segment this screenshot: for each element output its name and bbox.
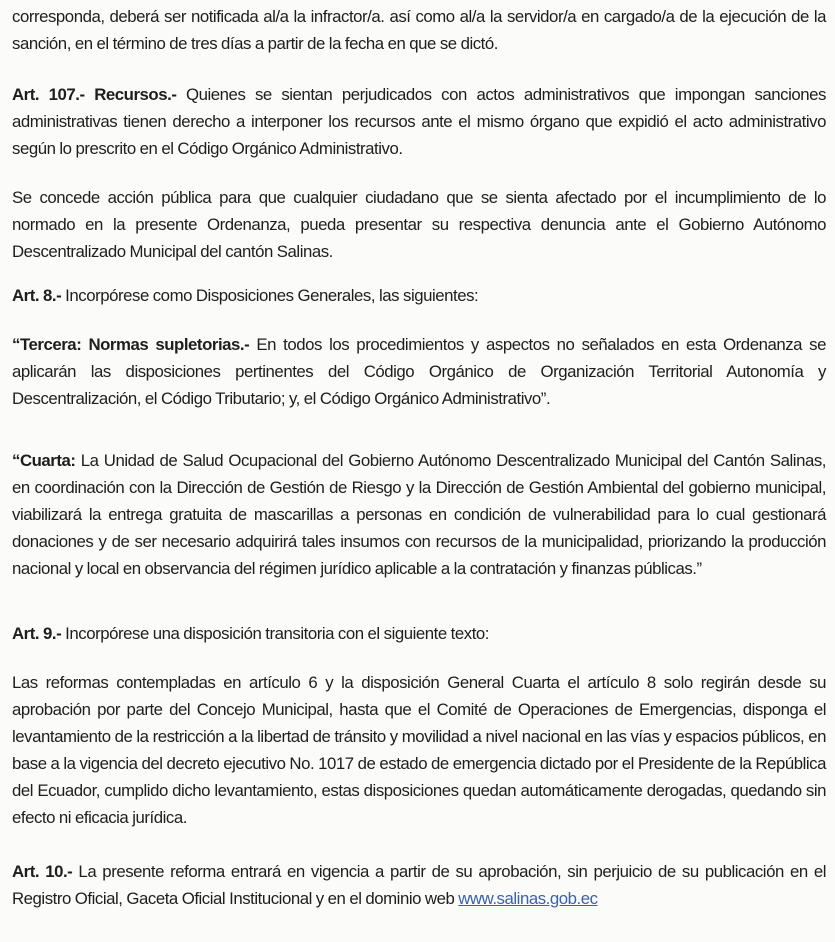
paragraph-tercera (12, 331, 826, 412)
article-heading: Art. 9.- (12, 624, 62, 643)
provision-heading: “Cuarta: (12, 451, 76, 470)
paragraph-accion-publica (12, 184, 826, 265)
paragraph-text: Quienes se sientan perjudicados con actos administrativos que impongan sanciones administrativas tienen derecho a interponer los recursos ante el mismo órgano que expidió el acto administrativo según lo prescrito en el Código Orgánico Administrativo. (12, 85, 826, 158)
paragraph-text: Las reformas contempladas en artículo 6 y la disposición General Cuarta el artículo 8 solo regirán desde su aprobación por parte del Concejo Municipal, hasta que el Comité de Operaciones de Emergencias, disponga el levantamiento de la restricción a la libertad de tránsito y movilidad a nivel nacional en las vías y espacios públicos, en base a la vigencia del decreto ejecutivo No. 1017 de estado de emergencia dictado por el Presidente de la República del Ecuador, cumplido dicho levantamiento, estas disposiciones quedan automáticamente derogadas, quedando sin efecto ni eficacia jurídica. (12, 673, 826, 827)
paragraph-art-107 (12, 81, 826, 162)
paragraph-art-9 (12, 620, 826, 647)
paragraph-transitoria (12, 669, 826, 831)
article-heading: Art. 10.- (12, 862, 73, 881)
paragraph-text: En todos los procedimientos y aspectos no señalados en esta Ordenanza se aplicarán las disposiciones pertinentes del Código Orgánico de Organización Territorial Autonomía y Descentralización, el Código Tributario; y, el Código Orgánico Administrativo”. (12, 335, 826, 408)
website-link[interactable]: www.salinas.gob.ec (458, 889, 598, 908)
paragraph-text: Incorpórese como Disposiciones Generales, las siguientes: (61, 286, 479, 305)
provision-heading: “Tercera: Normas supletorias.- (12, 335, 250, 354)
article-heading: Art. 8.- (12, 286, 62, 305)
paragraph-cuarta (12, 447, 826, 582)
paragraph-text: La Unidad de Salud Ocupacional del Gobierno Autónomo Descentralizado Municipal del Cantón Salinas, en coordinación con la Dirección de Gestión de Riesgo y la Dirección de Gestión Ambiental del gobierno municipal, viabilizará la entrega gratuita de mascarillas a personas en condición de vulnerabilidad para lo cual gestionará donaciones y de ser necesario adquirirá tales insumos con recursos de la municipalidad, priorizando la producción nacional y local en observancia del régimen jurídico aplicable a la contratación y finanzas públicas.” (12, 451, 826, 578)
paragraph-text: corresponda, deberá ser notificada al/a la infractor/a. así como al/a la servidor/a en cargado/a de la ejecución de la sanción, en el término de tres días a partir de la fecha en que se dictó. (12, 7, 826, 53)
paragraph-text: Incorpórese una disposición transitoria con el siguiente texto: (61, 624, 490, 643)
paragraph-text: La presente reforma entrará en vigencia a partir de su aprobación, sin perjuicio de su publicación en el Registro Oficial, Gaceta Oficial Institucional y en el dominio web (12, 862, 826, 908)
paragraph-art-10 (12, 858, 826, 912)
paragraph-text: Se concede acción pública para que cualquier ciudadano que se sienta afectado por el incumplimiento de lo normado en la presente Ordenanza, pueda presentar su respectiva denuncia ante el Gobierno Autónomo Descentralizado Municipal del cantón Salinas. (12, 188, 826, 261)
article-heading: Art. 107.- Recursos.- (12, 85, 177, 104)
paragraph-notification (12, 3, 826, 57)
paragraph-art-8 (12, 282, 826, 309)
